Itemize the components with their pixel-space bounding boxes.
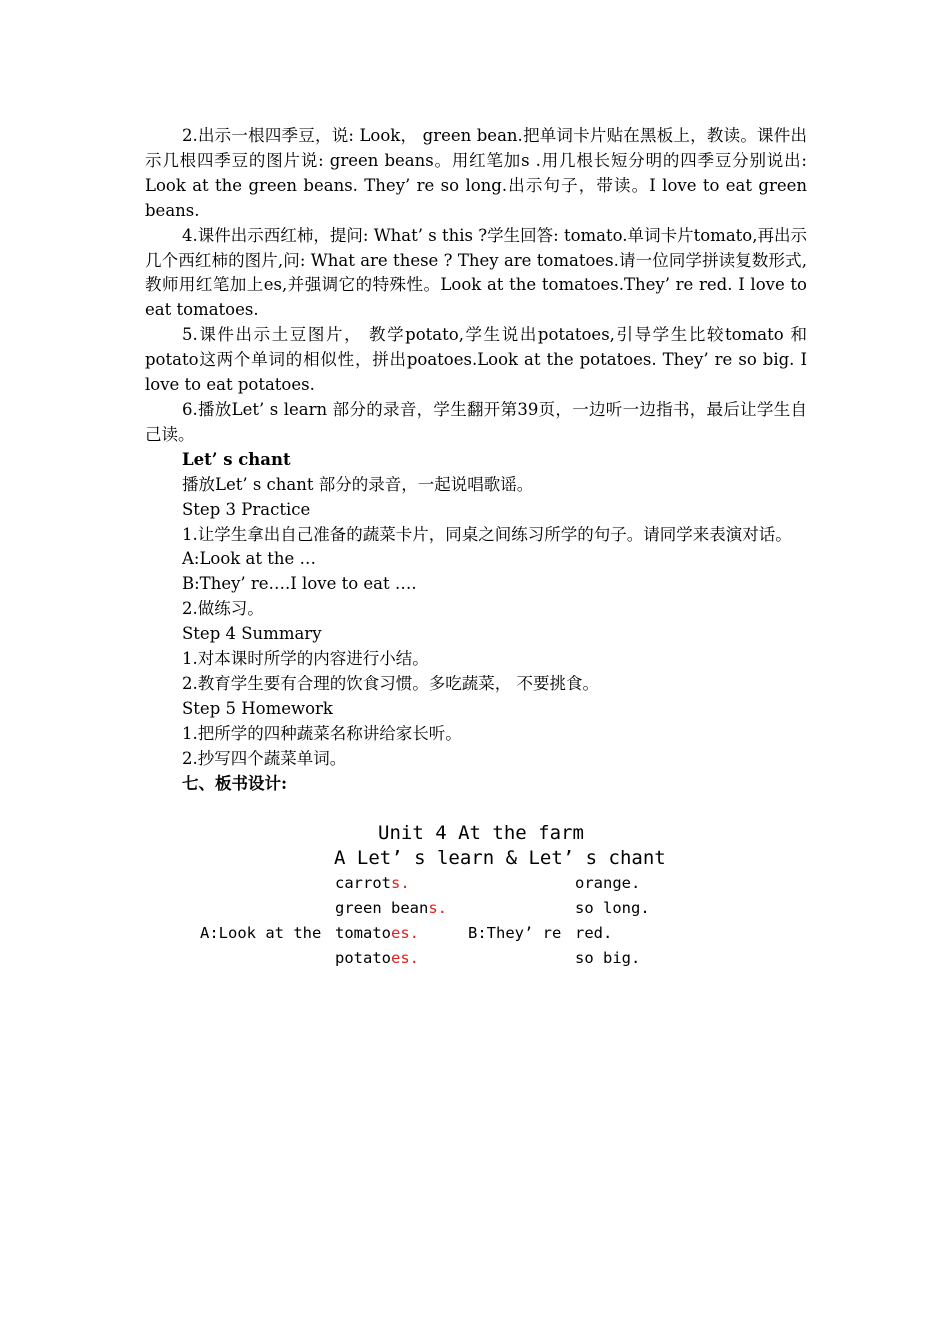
line-homework-2: 2.抄写四个蔬菜单词。 bbox=[182, 748, 347, 768]
line-chant-instruction: 播放Let’ s chant 部分的录音，一起说唱歌谣。 bbox=[182, 474, 534, 494]
line-summary-2: 2.教育学生要有合理的饮食习惯。多吃蔬菜， 不要挑食。 bbox=[182, 673, 599, 693]
board-adj-orange: orange. bbox=[575, 874, 641, 892]
paragraph-step2-item2: 2.出示一根四季豆，说: Look， green bean.把单词卡片贴在黑板上，教读。课件出示几根四季豆的图片说: green beans。用红笔加s .用几根长短分明的四季豆分别说出: Look at the green beans. They’ re so long.出示句子，带读。I love to eat green beans. bbox=[145, 126, 807, 220]
word-suffix: s. bbox=[428, 899, 447, 917]
heading-step4: Step 4 Summary bbox=[182, 624, 322, 644]
heading-board-design: 七、板书设计: bbox=[182, 773, 288, 793]
word-stem: carrot bbox=[335, 874, 391, 892]
board-word-potatoes bbox=[335, 949, 419, 967]
line-homework-1: 1.把所学的四种蔬菜名称讲给家长听。 bbox=[182, 723, 462, 743]
board-adj-so-long: so long. bbox=[575, 899, 650, 917]
word-stem: green bean bbox=[335, 899, 429, 917]
heading-lets-chant: Let’ s chant bbox=[182, 449, 291, 469]
word-stem: tomato bbox=[335, 924, 391, 942]
board-title-lesson: A Let’ s learn & Let’ s chant bbox=[334, 847, 666, 869]
board-prefix-a: A:Look at the bbox=[200, 924, 322, 942]
board-word-tomatoes bbox=[335, 924, 419, 942]
heading-step5: Step 5 Homework bbox=[182, 698, 333, 718]
board-adj-so-big: so big. bbox=[575, 949, 641, 967]
lesson-body bbox=[145, 124, 807, 796]
paragraph-practice-1: 1.让学生拿出自己准备的蔬菜卡片，同桌之间练习所学的句子。请同学来表演对话。 bbox=[182, 524, 792, 544]
word-suffix: es. bbox=[391, 924, 419, 942]
line-dialog-b: B:They’ re….I love to eat …. bbox=[182, 574, 417, 594]
paragraph-step2-item6: 6.播放Let’ s learn 部分的录音，学生翻开第39页，一边听一边指书，最后让学生自己读。 bbox=[145, 399, 807, 444]
board-word-carrots bbox=[335, 874, 410, 892]
heading-step3: Step 3 Practice bbox=[182, 499, 311, 519]
board-title-unit: Unit 4 At the farm bbox=[378, 822, 584, 844]
word-suffix: es. bbox=[391, 949, 419, 967]
word-suffix: s. bbox=[391, 874, 410, 892]
line-practice-2: 2.做练习。 bbox=[182, 599, 264, 619]
board-adj-red: red. bbox=[575, 924, 613, 942]
paragraph-step2-item5: 5.课件出示土豆图片， 教学potato,学生说出potatoes,引导学生比较tomato 和potato这两个单词的相似性，拼出poatoes.Look at the potatoes. They’ re so big. I love to eat potatoes. bbox=[145, 325, 807, 395]
paragraph-step2-item4: 4.课件出示西红柿，提问: What’ s this ?学生回答: tomato.单词卡片tomato,再出示几个西红柿的图片,问: What are these ? They are tomatoes.请一位同学拼读复数形式,教师用红笔加上es,并强调它的特殊性。Look at the tomatoes.They’ re red. I love to eat tomatoes. bbox=[145, 225, 807, 320]
word-stem: potato bbox=[335, 949, 391, 967]
board-prefix-b: B:They’ re bbox=[468, 924, 562, 942]
line-summary-1: 1.对本课时所学的内容进行小结。 bbox=[182, 649, 429, 669]
board-word-green-beans bbox=[335, 899, 447, 917]
line-dialog-a: A:Look at the … bbox=[182, 549, 317, 569]
